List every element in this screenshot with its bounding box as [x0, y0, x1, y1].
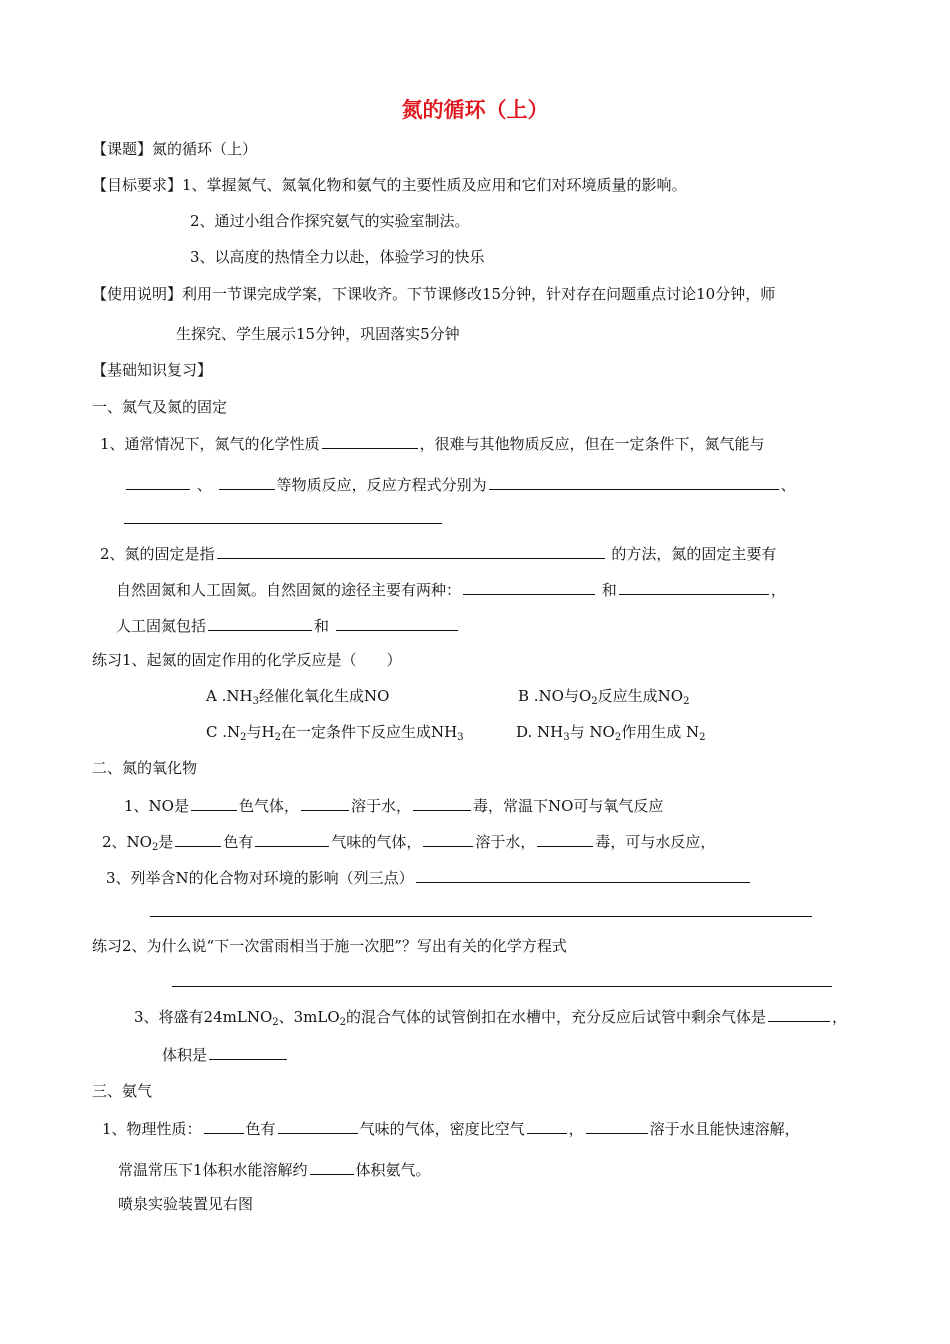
q1-line2: 、 等物质反应，反应方程式分别为 、: [124, 473, 796, 495]
exercise-2: 练习2、为什么说“下一次雷雨相当于施一次肥”？写出有关的化学方程式: [92, 937, 567, 955]
blank-artificial-1[interactable]: [208, 614, 312, 631]
blank-no2-odor[interactable]: [255, 830, 329, 847]
blank-exercise-2[interactable]: [172, 986, 832, 987]
blank-n2-react-1[interactable]: [126, 473, 190, 490]
usage-line: [92, 284, 775, 304]
goal-1: 1、掌握氮气、氮氧化物和氨气的主要性质及应用和它们对环境质量的影响。: [182, 176, 687, 194]
q2-line2: 自然固氮和人工固氮。自然固氮的途径主要有两种： 和 ，: [116, 578, 786, 600]
no2-line: 2、$NO_2$是 色有 气味的气体， 溶于水， 毒，可与水反应，: [102, 830, 715, 852]
topic-line: [92, 139, 257, 159]
fountain-note: 喷泉实验装置见右图: [118, 1195, 254, 1213]
blank-nh3-density[interactable]: [527, 1117, 567, 1134]
blank-fixation-definition[interactable]: [217, 542, 605, 559]
blank-n2-property[interactable]: [322, 432, 418, 449]
blank-natural-2[interactable]: [619, 578, 769, 595]
exercise-3-line2: 体积是: [162, 1043, 289, 1065]
blank-environment-1[interactable]: [416, 866, 750, 883]
nh3-physical-line1: 1、物理性质： 色有 气味的气体，密度比空气 ， 溶于水且能快速溶解，: [102, 1117, 800, 1139]
nh3-physical-line2: 常温常压下1体积水能溶解约 体积氨气。: [118, 1158, 431, 1180]
blank-no-solubility[interactable]: [301, 794, 349, 811]
no-line: 1、NO是 色气体， 溶于水， 毒，常温下NO可与氧气反应: [124, 794, 663, 816]
blank-equation-1[interactable]: [489, 473, 779, 490]
section1-heading: 一、氮气及氮的固定: [92, 398, 228, 416]
section3-heading: 三、氨气: [92, 1082, 153, 1100]
topic-value: 氮的循环（上）: [152, 140, 258, 158]
q2-line3: 人工固氮包括 和: [116, 614, 460, 636]
usage-text-1: 利用一节课完成学案，下课收齐。下节课修改15分钟，针对存在问题重点讨论10分钟，师: [182, 285, 776, 303]
exercise-3-line1: 3、将盛有24mLNO$_2$、3mLO$_2$的混合气体的试管倒扣在水槽中，充分反应后试管中剩余气体是 ，: [134, 1005, 847, 1027]
goals-line: [92, 175, 687, 195]
blank-equation-2[interactable]: [124, 523, 442, 524]
blank-no-toxicity[interactable]: [413, 794, 471, 811]
goals-label: 【目标要求】: [92, 176, 183, 194]
goal-3: 3、以高度的热情全力以赴，体验学习的快乐: [190, 248, 485, 266]
exercise-1-option-b: B .NO与$O_2$反应生成$NO_2$: [518, 687, 690, 707]
exercise-1-option-a: A $.NH_3$经催化氧化生成NO: [206, 687, 390, 707]
q3-line: 3、列举含N的化合物对环境的影响（列三点）: [106, 866, 752, 888]
exercise-1-option-c: C $.N_2$与$H_2$在一定条件下反应生成$NH_3$: [206, 723, 464, 743]
blank-nh3-odor[interactable]: [278, 1117, 358, 1134]
section2-heading: 二、氮的氧化物: [92, 759, 198, 777]
blank-no2-solubility[interactable]: [423, 830, 473, 847]
usage-label: 【使用说明】: [92, 285, 183, 303]
exercise-1: 练习1、起氮的固定作用的化学反应是（ ）: [92, 651, 402, 669]
blank-no-color[interactable]: [191, 794, 237, 811]
blank-artificial-2[interactable]: [336, 614, 458, 631]
blank-nh3-color[interactable]: [204, 1117, 244, 1134]
blank-remaining-gas[interactable]: [768, 1005, 830, 1022]
page-title: 氮的循环（上）: [401, 98, 549, 122]
blank-n2-react-2[interactable]: [219, 473, 275, 490]
blank-nh3-solubility[interactable]: [586, 1117, 648, 1134]
blank-natural-1[interactable]: [463, 578, 595, 595]
blank-nh3-volume[interactable]: [310, 1158, 354, 1175]
usage-text-2: 生探究、学生展示15分钟，巩固落实5分钟: [176, 325, 460, 343]
topic-label: 【课题】: [92, 140, 153, 158]
review-label: 【基础知识复习】: [92, 361, 213, 379]
exercise-1-option-d: D. $NH_3$与 $NO_2$作用生成 $N_2$: [516, 723, 706, 743]
goal-2: 2、通过小组合作探究氨气的实验室制法。: [190, 212, 470, 230]
blank-no2-toxicity[interactable]: [537, 830, 593, 847]
blank-environment-2[interactable]: [150, 916, 812, 917]
q2-line1: 2、氮的固定是指 的方法，氮的固定主要有: [100, 542, 776, 564]
blank-remaining-volume[interactable]: [209, 1043, 287, 1060]
blank-no2-color[interactable]: [175, 830, 221, 847]
q1-line1: 1、通常情况下，氮气的化学性质 ，很难与其他物质反应，但在一定条件下，氮气能与: [100, 432, 765, 454]
